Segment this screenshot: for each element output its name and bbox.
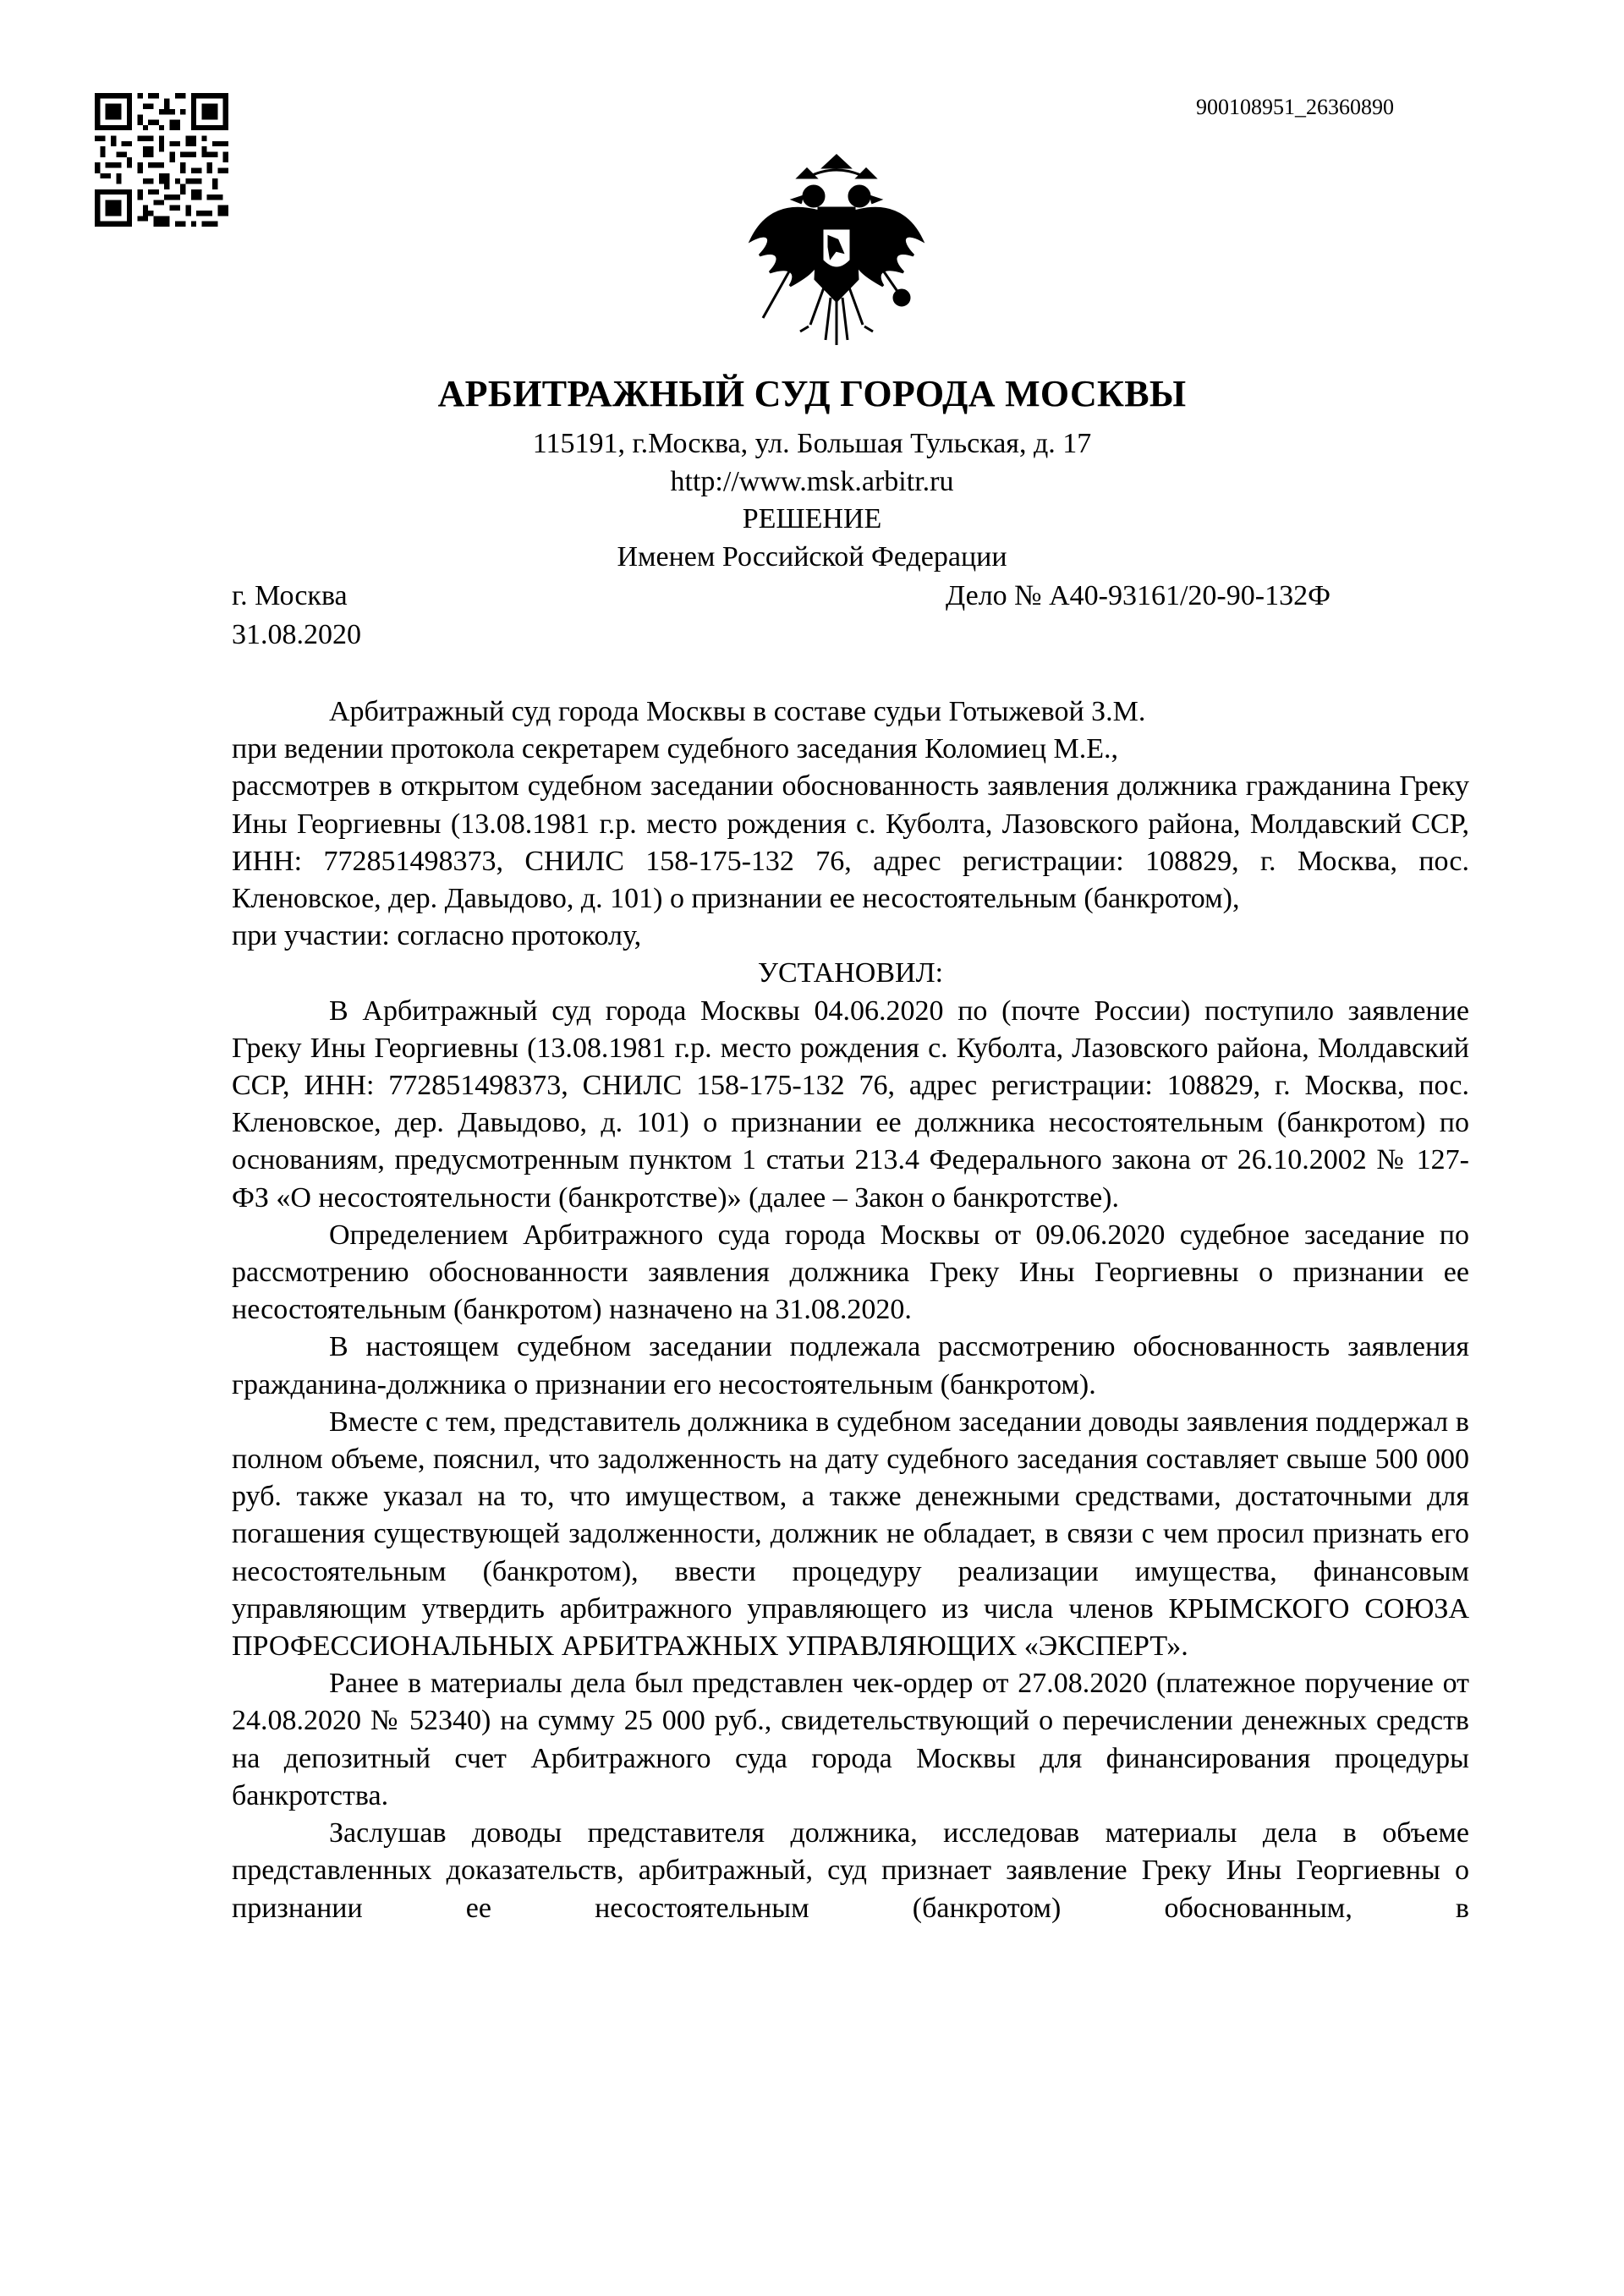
case-number: Дело № А40-93161/20-90-132Ф	[946, 580, 1330, 611]
court-title: АРБИТРАЖНЫЙ СУД ГОРОДА МОСКВЫ	[437, 373, 1187, 414]
paragraph-representative: Вместе с тем, представитель должника в судебном заседании доводы заявления поддержал в полном объеме, пояснил, что задолженность на дату судебного заседания составляет свыше 500 000 руб. также указал на то, что имуществом, а также денежными средствами, достаточными для погашения существующей задолженности, должник не обладает, в связи с чем просил признать его несостоятельным (банкротом), ввести процедуру реализации имущества, финансовым управляющим утвердить арбитражного управляющего из числа членов КРЫМСКОГО СОЮЗА ПРОФЕССИОНАЛЬНЫХ АРБИТРАЖНЫХ УПРАВЛЯЮЩИХ «ЭКСПЕРТ».	[232, 1406, 1469, 1663]
decision-title: РЕШЕНИЕ	[742, 503, 882, 534]
paragraph-conclusion: Заслушав доводы представителя должника, исследовав материалы дела в объеме представленных доказательств, арбитражный, суд признает заявление Греку Ины Георгиевны о признании ее несостоятельным (банкротом) обоснованным, в	[232, 1817, 1469, 1924]
paragraph-application: В Арбитражный суд города Москвы 04.06.2020 по (почте России) поступило заявление Греку Ины Георгиевны (13.08.1981 г.р. место рождения с. Куболта, Лазовского района, Молдавский ССР, ИНН: 772851498373, СНИЛС 158-175-132 76, адрес регистрации: 108829, г. Москва, пос. Кленовское, дер. Давыдово, д. 101) о признании ее должника несостоятельным (банкротом) по основаниям, предусмотренным пунктом 1 статьи 213.4 Федерального закона от 26.10.2002 № 127-ФЗ «О несостоятельности (банкротстве)» (далее – Закон о банкротстве).	[232, 995, 1469, 1214]
established-heading: УСТАНОВИЛ:	[757, 957, 944, 989]
in-name-of: Именем Российской Федерации	[617, 541, 1007, 573]
decision-date: 31.08.2020	[232, 619, 361, 650]
paragraph-payment: Ранее в материалы дела был представлен чек-ордер от 27.08.2020 (платежное поручение от 24.08.2020 № 52340) на сумму 25 000 руб., свидетельствующий о перечислении денежных средств на депозитный счет Арбитражного суда города Москвы для финансирования процедуры банкротства.	[232, 1668, 1469, 1811]
paragraph-hearing: В настоящем судебном заседании подлежала рассмотрению обоснованность заявления гражданина-должника о признании его несостоятельным (банкротом).	[232, 1331, 1469, 1400]
paragraph-participation: при участии: согласно протоколу,	[232, 920, 642, 952]
russian-coat-of-arms-icon	[746, 152, 927, 348]
paragraph-definition: Определением Арбитражного суда города Москвы от 09.06.2020 судебное заседание по рассмотрению обоснованности заявления должника Греку Ины Георгиевны о признании ее несостоятельным (банкротом) назначено на 31.08.2020.	[232, 1219, 1469, 1326]
decision-body	[232, 693, 1469, 1927]
paragraph-case-subject: рассмотрев в открытом судебном заседании обоснованность заявления должника гражданина Греку Ины Георгиевны (13.08.1981 г.р. место рождения с. Куболта, Лазовского района, Молдавский ССР, ИНН: 772851498373, СНИЛС 158-175-132 76, адрес регистрации: 108829, г. Москва, пос. Кленовское, дер. Давыдово, д. 101) о признании ее несостоятельным (банкротом),	[232, 770, 1469, 915]
qr-code-icon	[95, 93, 228, 227]
court-website: http://www.msk.arbitr.ru	[670, 466, 954, 497]
paragraph-judge: Арбитражный суд города Москвы в составе судьи Готыжевой З.М.	[329, 696, 1146, 727]
paragraph-secretary: при ведении протокола секретарем судебного заседания Коломиец М.Е.,	[232, 733, 1119, 765]
decision-place: г. Москва	[232, 580, 348, 611]
court-address: 115191, г.Москва, ул. Большая Тульская, д. 17	[532, 428, 1092, 459]
document-id: 900108951_26360890	[1196, 95, 1394, 119]
